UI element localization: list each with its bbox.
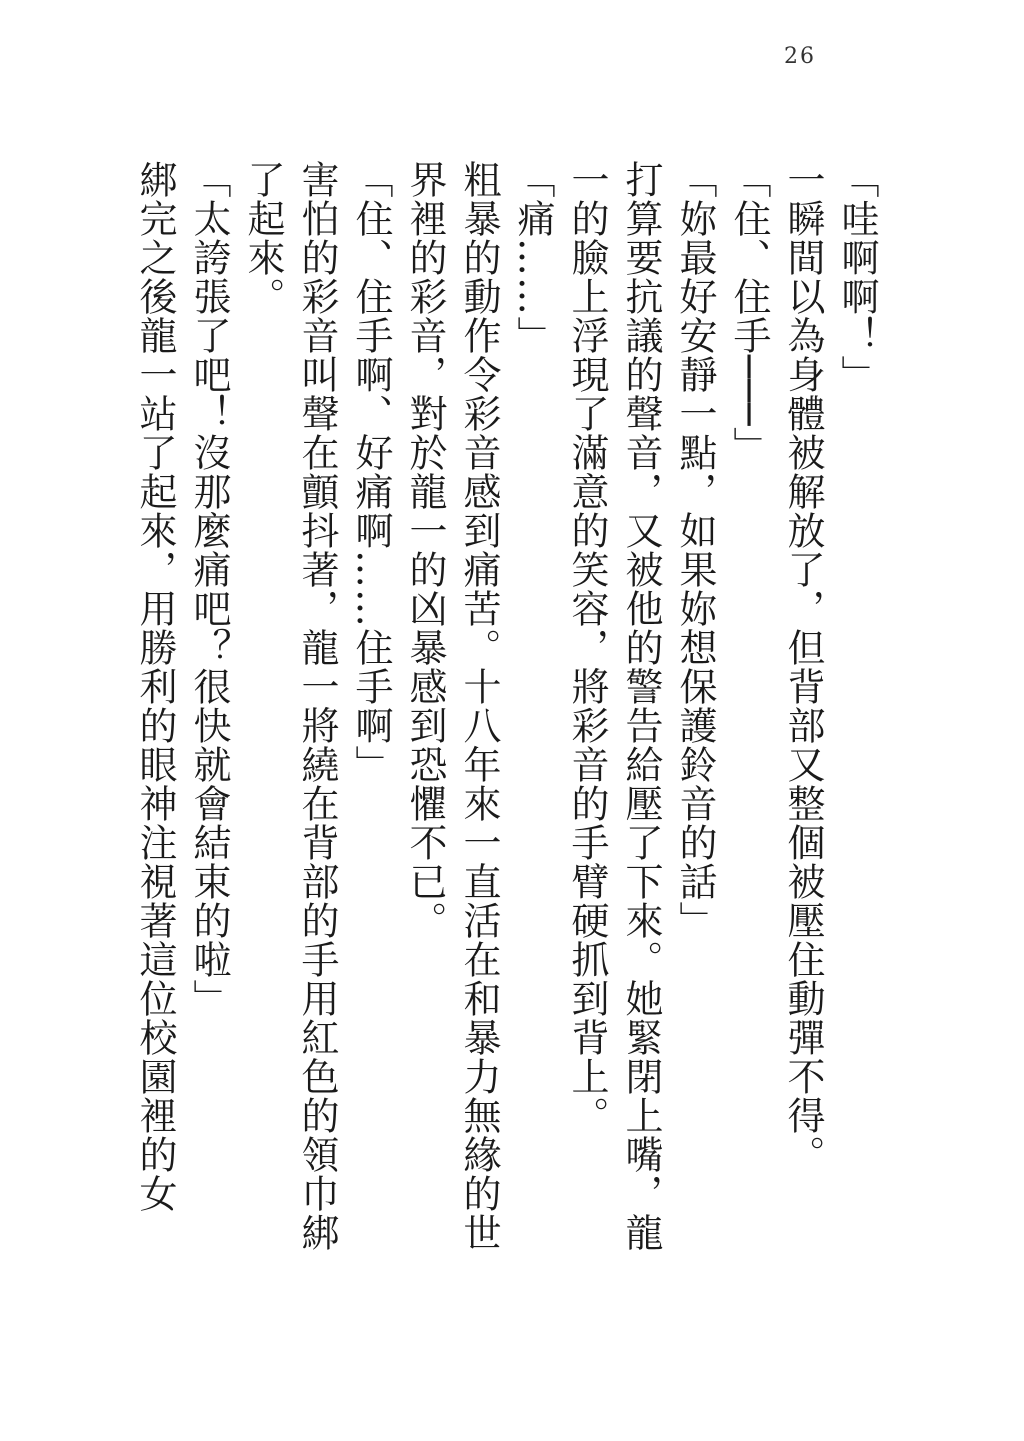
text-line: 粗暴的動作令彩音感到痛苦。十八年來一直活在和暴力無緣的世 [457,160,501,1252]
text-line: 害怕的彩音叫聲在顫抖著，龍一將繞在背部的手用紅色的領巾綁 [295,160,339,1252]
text-line: 「痛……」 [511,160,555,355]
text-line: 「住、住手───」 [727,160,771,466]
text-line: 「太誇張了吧！沒那麼痛吧？很快就會結束的啦」 [187,160,231,1018]
text-line: 「住、住手啊、好痛啊……住手啊」 [349,160,393,784]
text-line: 「哇啊啊！」 [835,160,879,394]
text-line: 打算要抗議的聲音，又被他的警告給壓了下來。她緊閉上嘴，龍 [619,160,663,1252]
text-line: 一瞬間以為身體被解放了，但背部又整個被壓住動彈不得。 [781,160,825,1174]
page-number: 26 [784,44,816,69]
text-line: 了起來。 [241,160,285,316]
text-line: 一的臉上浮現了滿意的笑容，將彩音的手臂硬抓到背上。 [565,160,609,1135]
text-line: 「妳最好安靜一點，如果妳想保護鈴音的話」 [673,160,717,940]
text-line: 綁完之後龍一站了起來，用勝利的眼神注視著這位校園裡的女 [133,160,177,1213]
body-text [128,160,884,1310]
text-line: 界裡的彩音，對於龍一的凶暴感到恐懼不已。 [403,160,447,940]
